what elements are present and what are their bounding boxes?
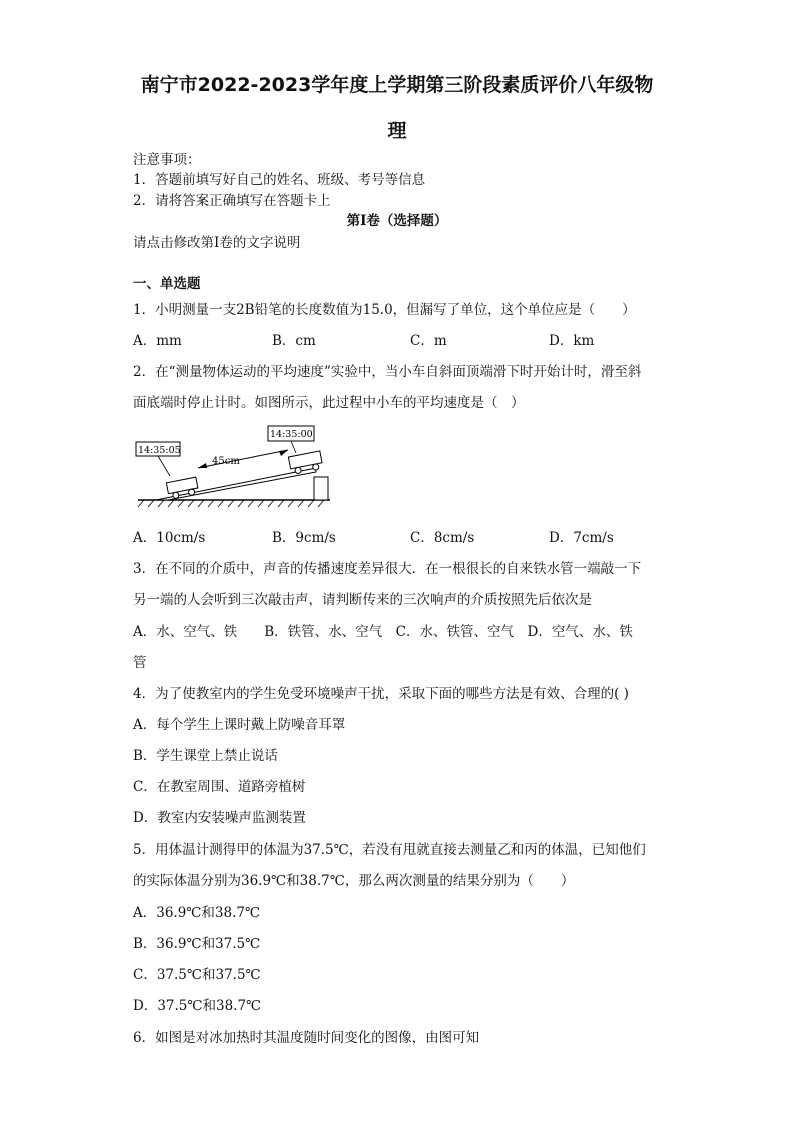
question-4-option-b: B．学生课堂上禁止说话 — [133, 748, 278, 764]
question-5-option-d: D．37.5℃和38.7℃ — [133, 998, 262, 1014]
option-d: D．km — [549, 333, 595, 349]
section-title: 一、单选题 — [133, 276, 201, 292]
incline-experiment-figure — [130, 420, 340, 510]
exam-title-line2: 理 — [387, 120, 407, 142]
question-1-stem: 1．小明测量一支2B铅笔的长度数值为15.0，但漏写了单位，这个单位应是（ ） — [133, 302, 636, 318]
option-a: A．mm — [133, 333, 182, 349]
exam-title-line1: 南宁市2022-2023学年度上学期第三阶段素质评价八年级物 — [140, 74, 654, 96]
volume-description: 请点击修改第I卷的文字说明 — [133, 235, 301, 251]
distance-label: 45cm — [212, 456, 240, 467]
option-c: C．8cm/s — [410, 530, 475, 546]
question-4-option-c: C．在教室周围、道路旁植树 — [133, 779, 306, 795]
question-3-options: A．水、空气、铁 B．铁管、水、空气 C．水、铁管、空气 D．空气、水、铁 — [133, 624, 633, 640]
option-b: B．cm — [272, 333, 316, 349]
question-3-stem-line1: 3．在不同的介质中，声音的传播速度差异很大．在一根很长的自来铁水管一端敲一下 — [133, 561, 642, 577]
clock-end-time: 14:35:05 — [138, 445, 181, 456]
question-6-stem: 6．如图是对冰加热时其温度随时间变化的图像，由图可知 — [133, 1030, 480, 1046]
question-5-stem-line1: 5．用体温计测得甲的体温为37.5℃，若没有甩就直接去测量乙和丙的体温，已知他们 — [133, 842, 646, 858]
question-3-stem-line2: 另一端的人会听到三次敲击声，请判断传来的三次响声的介质按照先后依次是 — [133, 592, 592, 608]
option-d: D．7cm/s — [549, 530, 614, 546]
notice-item-2: 2．请将答案正确填写在答题卡上 — [133, 193, 331, 209]
question-5-stem-line2: 的实际体温分别为36.9℃和38.7℃，那么两次测量的结果分别为（ ） — [133, 873, 575, 889]
clock-start-time: 14:35:00 — [270, 429, 313, 440]
option-c: C．m — [410, 333, 447, 349]
question-3-options-wrap: 管 — [133, 655, 147, 671]
option-a: A．10cm/s — [133, 530, 206, 546]
notice-item-1: 1．答题前填写好自己的姓名、班级、考号等信息 — [133, 172, 426, 188]
question-2-stem-line2: 面底端时停止计时。如图所示，此过程中小车的平均速度是（ ） — [133, 395, 525, 411]
question-4-stem: 4．为了使教室内的学生免受环境噪声干扰，采取下面的哪些方法是有效、合理的( ) — [133, 686, 629, 702]
volume-title: 第I卷（选择题） — [346, 213, 448, 229]
question-4-option-d: D．教室内安装噪声监测装置 — [133, 810, 306, 826]
option-b: B．9cm/s — [272, 530, 336, 546]
support-block — [314, 477, 328, 500]
question-5-option-a: A．36.9℃和38.7℃ — [133, 905, 261, 921]
question-4-option-a: A．每个学生上课时戴上防噪音耳罩 — [133, 717, 346, 733]
question-5-option-b: B．36.9℃和37.5℃ — [133, 936, 261, 952]
question-5-option-c: C．37.5℃和37.5℃ — [133, 967, 261, 983]
notice-heading: 注意事项： — [133, 152, 201, 168]
ground-hatching — [138, 500, 324, 507]
question-2-stem-line1: 2．在“测量物体运动的平均速度”实验中，当小车自斜面顶端滑下时开始计时，滑至斜 — [133, 364, 642, 380]
